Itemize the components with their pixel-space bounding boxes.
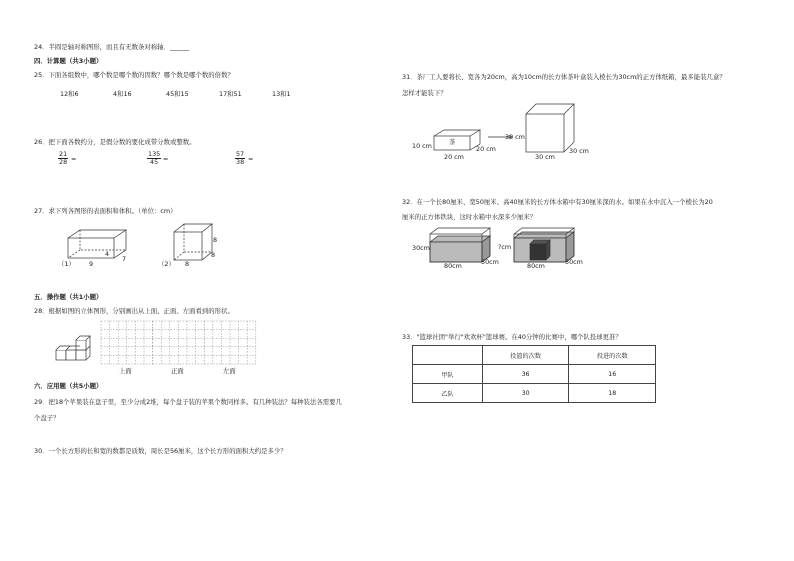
q31-dim-box-width: 20 cm — [476, 145, 496, 153]
denominator: 38 — [236, 158, 245, 166]
table-row — [413, 365, 656, 384]
table-header-row — [413, 346, 656, 365]
q25-pair-5: 13和1 — [272, 90, 291, 98]
q25-pair-4: 17和51 — [219, 90, 242, 98]
table-cell: 36 — [482, 365, 569, 384]
q26-fraction-2 — [147, 151, 161, 166]
table-cell: 18 — [569, 384, 656, 403]
question-25-text: 25．下面各组数中，哪个数是哪个数的因数？哪个数是哪个数的倍数？ — [34, 71, 234, 79]
q31-dim-box-length: 20 cm — [444, 153, 464, 161]
table-cell: 甲队 — [413, 365, 483, 384]
q27-fig1-label: （1） — [58, 260, 75, 268]
q25-pair-3: 45和15 — [166, 90, 189, 98]
q31-figure — [432, 102, 582, 160]
q32-a-width: 50cm — [481, 258, 499, 266]
q27-fig2-label: （2） — [158, 260, 175, 268]
table-cell: 16 — [569, 365, 656, 384]
q27-fig1-length: 9 — [89, 260, 94, 268]
q26-equals-3: = — [248, 155, 254, 163]
header-cell: 投进的次数 — [569, 346, 656, 365]
q28-view-left-label: 左面 — [223, 367, 236, 375]
header-cell: 投篮的次数 — [482, 346, 569, 365]
section-4-heading: 四．计算题（共3小题） — [34, 57, 103, 65]
q28-solid-figure — [54, 336, 102, 362]
q26-equals-1: = — [71, 155, 77, 163]
table-cell: 30 — [482, 384, 569, 403]
q32-b-depth: ?cm — [498, 243, 512, 251]
question-29-line1: 29．把18个苹果装在盘子里，至少分成2堆，每个盘子装的苹果个数同样多。有几种装法？每种装法各需要几 — [34, 398, 342, 406]
q33-score-table — [412, 345, 656, 403]
table-cell: 乙队 — [413, 384, 483, 403]
section-6-heading: 六．应用题（共5小题） — [34, 382, 103, 390]
question-32-line2: 厘米的正方体铁块，这时水箱中水深多少厘米？ — [402, 213, 537, 221]
q31-dim-box-height: 10 cm — [412, 142, 432, 150]
question-24: 24．半圆是轴对称图形，而且有无数条对称轴．______ — [34, 43, 190, 51]
q28-view-top-label: 上面 — [119, 367, 132, 375]
question-31-line2: 怎样才能装下？ — [402, 89, 447, 97]
q28-view-front-label: 正面 — [171, 367, 184, 375]
question-32-line1: 32．在一个长80厘米、宽50厘米、高40厘米的长方体水箱中有30厘米深的水。如果在水中沉入一个棱长为20 — [402, 198, 713, 206]
q26-equals-2: = — [163, 155, 169, 163]
question-27-text: 27．求下列各图形的表面积和体积。（单位：cm） — [34, 207, 177, 215]
numerator: 21 — [59, 150, 68, 158]
q31-dim-cube-height: 30 cm — [505, 133, 525, 141]
numerator: 57 — [236, 150, 245, 158]
q27-fig2-edge-bottom: 8 — [185, 260, 190, 268]
question-33-text: 33．"篮球社团"举行"欢欢杯"篮球赛。在40分钟的比赛中，哪个队投球更准？ — [402, 333, 622, 341]
question-30: 30．一个长方形的长和宽的数都是质数，周长是56厘米，这个长方形的面积大约是多少？ — [34, 447, 287, 455]
question-26-text: 26．把下面各数约分，是假分数的要化成带分数或整数。 — [34, 138, 196, 146]
q31-dim-cube-width: 30 cm — [569, 147, 589, 155]
header-cell — [413, 346, 483, 365]
denominator: 28 — [59, 158, 68, 166]
denominator: 45 — [150, 158, 159, 166]
q32-a-depth: 30cm — [412, 244, 430, 252]
q27-fig2-edge-right: 8 — [213, 236, 218, 244]
numerator: 135 — [148, 150, 161, 158]
question-31-line1: 31．茶厂工人要将长、宽各为20cm，高为10cm的长方体茶叶盒装入棱长为30cm的正方体纸箱，最多能装几盒？ — [402, 73, 726, 81]
q25-pair-2: 4和16 — [113, 90, 132, 98]
question-29-line2: 个盘子？ — [34, 414, 60, 422]
q27-fig1-height: 7 — [122, 255, 127, 263]
q32-b-length: 80cm — [527, 262, 545, 270]
q31-tea-box-label: 茶 — [449, 138, 456, 146]
section-5-heading: 五．操作题（共1小题） — [34, 293, 103, 301]
q25-pair-1: 12和6 — [60, 90, 79, 98]
q32-b-width: 50cm — [565, 258, 583, 266]
question-28-text: 28．根据如图的立体图形，分别画出从上面、正面、左面看到的形状。 — [34, 307, 234, 315]
q26-fraction-1 — [58, 151, 68, 166]
q31-dim-cube-length: 30 cm — [535, 153, 555, 161]
q28-drawing-grid — [100, 320, 262, 365]
q27-fig2-edge-depth: 8 — [211, 251, 216, 259]
q26-fraction-3 — [235, 151, 245, 166]
table-row — [413, 384, 656, 403]
q27-fig1-width: 4 — [105, 250, 110, 258]
q32-a-length: 80cm — [444, 262, 462, 270]
